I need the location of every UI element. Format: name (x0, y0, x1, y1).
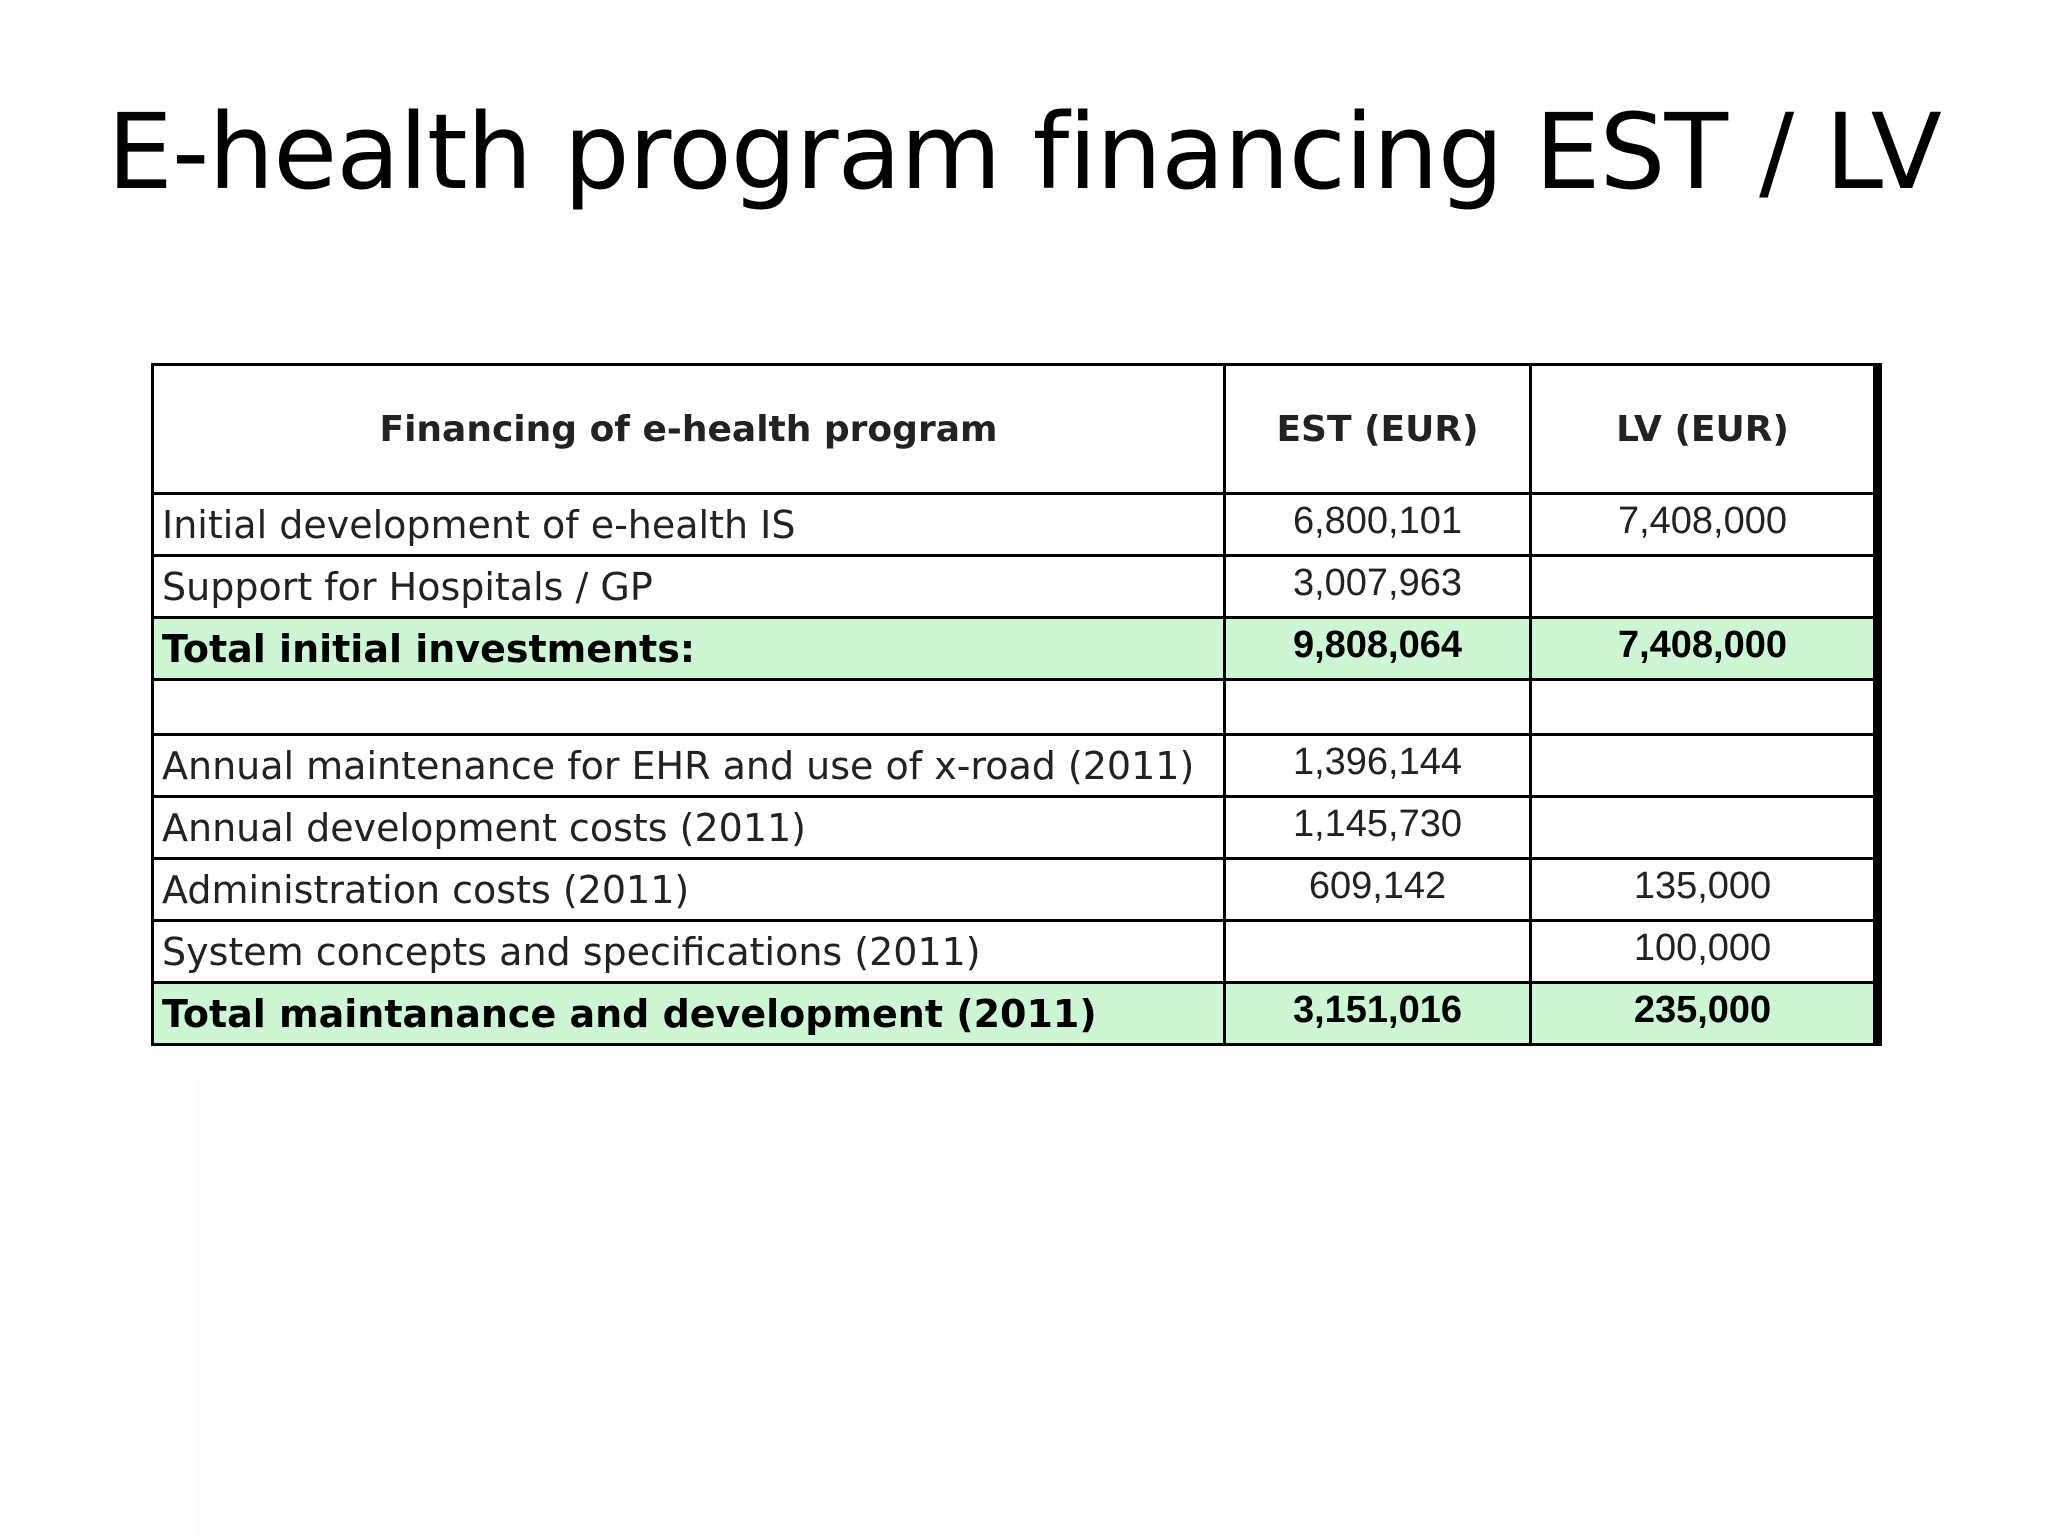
row-lv-value: 7,408,000 (1531, 494, 1875, 556)
spacer-row (153, 680, 1875, 735)
row-lv-value: 7,408,000 (1531, 618, 1875, 680)
row-label: System concepts and specifications (2011) (153, 921, 1225, 983)
table-row (153, 735, 1875, 797)
row-lv-value: 135,000 (1531, 859, 1875, 921)
row-label: Support for Hospitals / GP (153, 556, 1225, 618)
row-est-value: 3,007,963 (1225, 556, 1531, 618)
row-lv-value (1531, 735, 1875, 797)
table-header-row (153, 365, 1875, 494)
row-est-value: 1,396,144 (1225, 735, 1531, 797)
row-est-value (1225, 921, 1531, 983)
table-row (153, 921, 1875, 983)
total-row (153, 618, 1875, 680)
row-est-value: 609,142 (1225, 859, 1531, 921)
row-est-value: 6,800,101 (1225, 494, 1531, 556)
row-lv-value (1531, 680, 1875, 735)
header-financing: Financing of e-health program (153, 365, 1225, 494)
slide-title: E-health program financing EST / LV (107, 91, 1941, 213)
table-row (153, 797, 1875, 859)
row-label: Initial development of e-health IS (153, 494, 1225, 556)
row-lv-value (1531, 556, 1875, 618)
row-est-value: 1,145,730 (1225, 797, 1531, 859)
row-est-value: 3,151,016 (1225, 983, 1531, 1045)
row-est-value: 9,808,064 (1225, 618, 1531, 680)
row-label (153, 680, 1225, 735)
row-lv-value: 100,000 (1531, 921, 1875, 983)
row-label: Annual development costs (2011) (153, 797, 1225, 859)
row-lv-value (1531, 797, 1875, 859)
table-row (153, 859, 1875, 921)
total-row (153, 983, 1875, 1045)
table-row (153, 556, 1875, 618)
header-est: EST (EUR) (1225, 365, 1531, 494)
row-label: Total initial investments: (153, 618, 1225, 680)
table-row (153, 494, 1875, 556)
row-label: Total maintanance and development (2011) (153, 983, 1225, 1045)
row-est-value (1225, 680, 1531, 735)
financing-table (151, 363, 1876, 1046)
row-label: Administration costs (2011) (153, 859, 1225, 921)
row-lv-value: 235,000 (1531, 983, 1875, 1045)
header-lv: LV (EUR) (1531, 365, 1875, 494)
row-label: Annual maintenance for EHR and use of x-road (2011) (153, 735, 1225, 797)
background-panel (195, 1078, 1855, 1536)
